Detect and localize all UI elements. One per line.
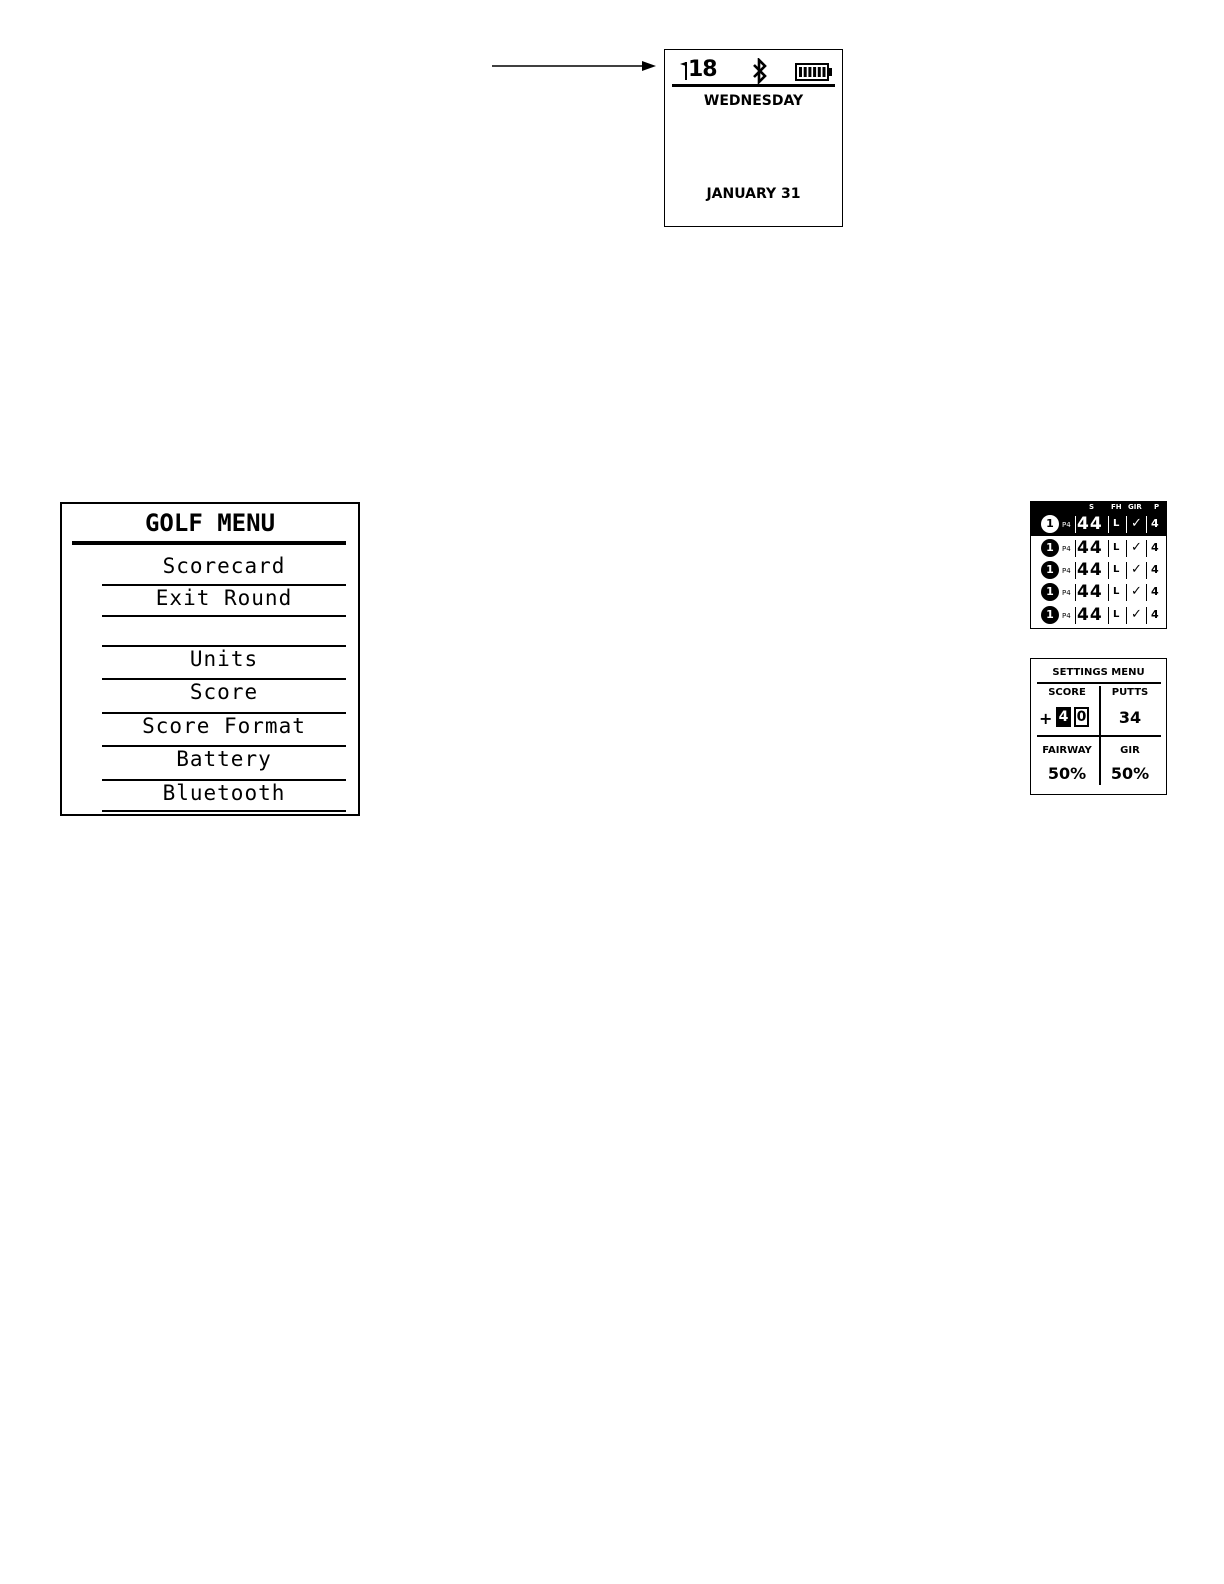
column-divider <box>1108 562 1109 579</box>
column-divider <box>1108 607 1109 624</box>
menu-item-score[interactable]: Score <box>102 680 346 714</box>
column-divider <box>1146 562 1147 579</box>
battery-bar <box>804 67 807 77</box>
column-divider <box>1108 516 1109 533</box>
column-divider <box>1146 516 1147 533</box>
column-divider <box>1146 584 1147 601</box>
gir-check-icon: ✓ <box>1131 516 1142 531</box>
column-divider <box>1075 516 1076 533</box>
battery-bar <box>799 67 802 77</box>
par-value: P4 <box>1062 521 1071 529</box>
fairway-value: L <box>1113 564 1120 575</box>
putts-label: PUTTS <box>1111 687 1149 698</box>
menu-item-scorecard[interactable]: Scorecard <box>102 554 346 586</box>
menu-item-score-format[interactable]: Score Format <box>102 714 346 747</box>
scorecard-screen <box>1030 501 1167 629</box>
fairway-value: L <box>1113 586 1120 597</box>
battery-bar <box>823 67 826 77</box>
column-header-strokes: S <box>1089 503 1095 511</box>
stats-divider-top <box>1037 682 1161 684</box>
gir-label: GIR <box>1120 745 1140 756</box>
fairway-value: 50% <box>1047 764 1087 783</box>
column-divider <box>1075 584 1076 601</box>
gir-check-icon: ✓ <box>1131 607 1142 622</box>
column-divider <box>1108 540 1109 557</box>
status-screen <box>664 49 843 227</box>
menu-item-blank[interactable] <box>102 617 346 647</box>
column-divider <box>1075 562 1076 579</box>
score-digit: 4 <box>1056 707 1071 727</box>
column-divider <box>1126 562 1127 579</box>
flag-icon <box>678 61 688 81</box>
fairway-value: L <box>1113 542 1120 553</box>
scorecard-row[interactable] <box>1031 559 1166 581</box>
column-divider <box>1126 607 1127 624</box>
score-label: SCORE <box>1048 687 1086 698</box>
gir-check-icon: ✓ <box>1131 540 1142 555</box>
gir-value: 50% <box>1110 764 1150 783</box>
scorecard-row[interactable] <box>1031 581 1166 603</box>
strokes-value: 44 <box>1077 514 1103 534</box>
strokes-value: 44 <box>1077 538 1103 558</box>
column-divider <box>1146 540 1147 557</box>
putts-value: 4 <box>1151 541 1159 554</box>
stats-title: SETTINGS MENU <box>1052 667 1145 678</box>
column-header-gir: GIR <box>1128 503 1142 511</box>
scorecard-row[interactable] <box>1031 604 1166 626</box>
golf-menu-title: GOLF MENU <box>144 509 276 537</box>
status-bar <box>672 55 835 87</box>
hole-number-badge: 1 <box>1041 561 1059 579</box>
battery-bar <box>818 67 821 77</box>
pointer-arrow-icon <box>492 59 658 73</box>
hole-number-badge: 1 <box>1041 515 1059 533</box>
column-divider <box>1126 584 1127 601</box>
scorecard-column-headers <box>1031 503 1166 513</box>
hole-number: 18 <box>688 57 717 82</box>
gir-check-icon: ✓ <box>1131 584 1142 599</box>
date-label: JANUARY 31 <box>706 186 801 202</box>
stats-divider-middle <box>1037 735 1161 737</box>
golf-menu <box>60 502 360 816</box>
menu-item-battery[interactable]: Battery <box>102 747 346 781</box>
strokes-value: 44 <box>1077 605 1103 625</box>
hole-number-badge: 1 <box>1041 583 1059 601</box>
hole-number-badge: 1 <box>1041 539 1059 557</box>
fairway-value: L <box>1113 518 1120 529</box>
par-value: P4 <box>1062 612 1071 620</box>
golf-menu-divider <box>72 541 346 545</box>
score-digit: 0 <box>1074 707 1089 727</box>
putts-value: 34 <box>1118 708 1142 727</box>
putts-value: 4 <box>1151 585 1159 598</box>
bluetooth-icon <box>750 58 770 84</box>
score-sign: + <box>1039 709 1053 728</box>
putts-value: 4 <box>1151 563 1159 576</box>
battery-icon <box>795 63 833 81</box>
column-divider <box>1108 584 1109 601</box>
menu-item-exit-round[interactable]: Exit Round <box>102 586 346 617</box>
hole-number-badge: 1 <box>1041 606 1059 624</box>
column-divider <box>1126 540 1127 557</box>
stats-screen <box>1030 658 1167 795</box>
column-header-putts: P <box>1154 503 1160 511</box>
strokes-value: 44 <box>1077 582 1103 602</box>
column-divider <box>1126 516 1127 533</box>
par-value: P4 <box>1062 567 1071 575</box>
scorecard-row[interactable] <box>1031 513 1166 535</box>
column-divider <box>1146 607 1147 624</box>
day-label: WEDNESDAY <box>703 93 804 109</box>
column-divider <box>1075 607 1076 624</box>
column-divider <box>1075 540 1076 557</box>
par-value: P4 <box>1062 545 1071 553</box>
fairway-value: L <box>1113 609 1120 620</box>
par-value: P4 <box>1062 589 1071 597</box>
scorecard-row[interactable] <box>1031 537 1166 559</box>
menu-item-units[interactable]: Units <box>102 647 346 680</box>
gir-check-icon: ✓ <box>1131 562 1142 577</box>
column-header-fairway: FH <box>1111 503 1122 511</box>
strokes-value: 44 <box>1077 560 1103 580</box>
putts-value: 4 <box>1151 517 1159 530</box>
putts-value: 4 <box>1151 608 1159 621</box>
battery-bar <box>808 67 811 77</box>
fairway-label: FAIRWAY <box>1042 745 1092 756</box>
battery-bar <box>813 67 816 77</box>
menu-item-bluetooth[interactable]: Bluetooth <box>102 781 346 812</box>
